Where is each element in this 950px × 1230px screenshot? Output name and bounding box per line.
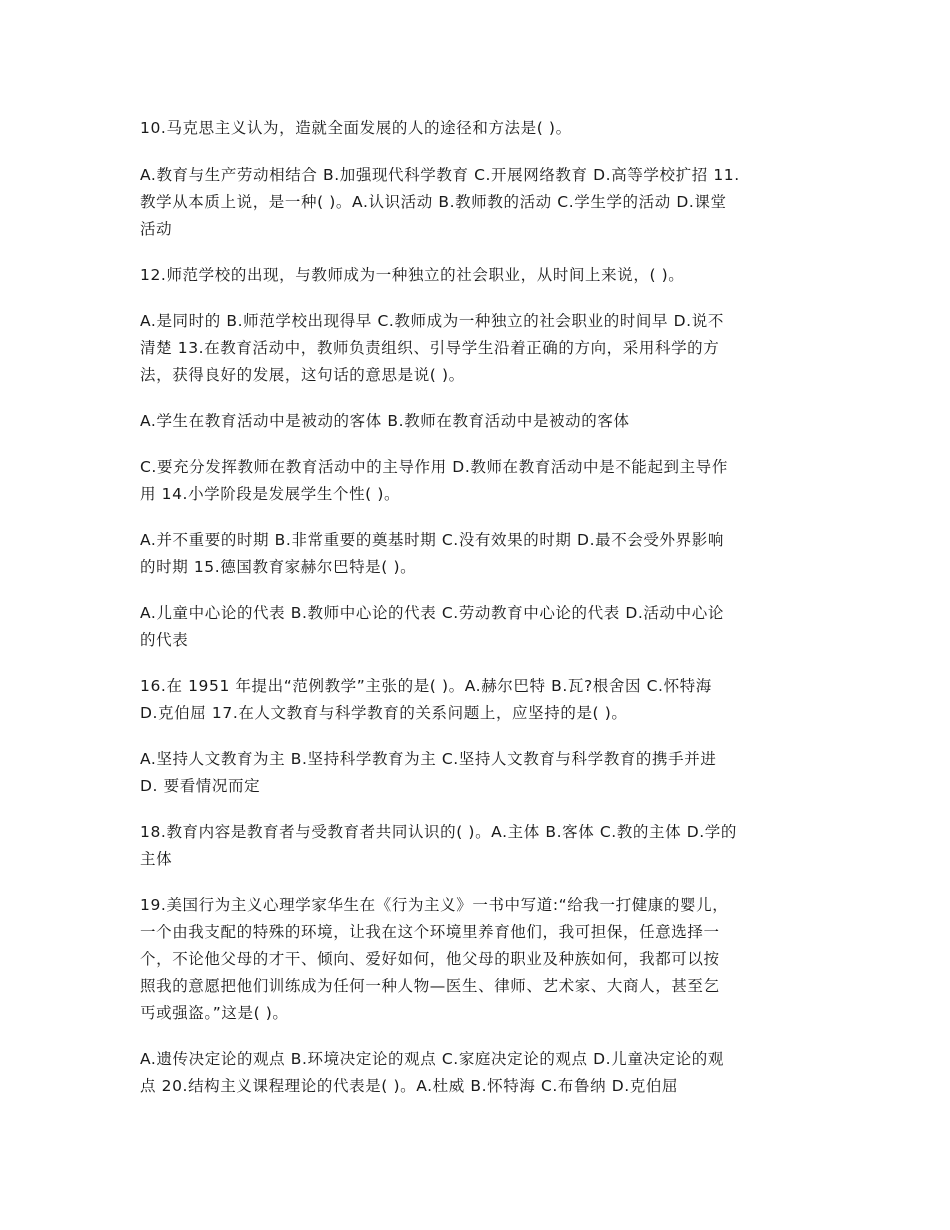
text-line: A.儿童中心论的代表 B.教师中心论的代表 C.劳动教育中心论的代表 D.活动中心论 — [140, 604, 724, 622]
text-line: A.是同时的 B.师范学校出现得早 C.教师成为一种独立的社会职业的时间早 D.说不 — [140, 312, 724, 330]
text-line: 一个由我支配的特殊的环境，让我在这个环境里养育他们，我可担保，任意选择一 — [140, 923, 720, 941]
question-12-options-question-13 — [140, 308, 820, 389]
text-line: 10.马克思主义认为，造就全面发展的人的途径和方法是( )。 — [140, 119, 572, 137]
question-14-options-question-15 — [140, 527, 820, 581]
question-12 — [140, 262, 820, 289]
question-15-options — [140, 600, 820, 654]
text-line: 法，获得良好的发展，这句话的意思是说( )。 — [140, 366, 465, 384]
text-line: A.学生在教育活动中是被动的客体 B.教师在教育活动中是被动的客体 — [140, 412, 630, 430]
text-line: 12.师范学校的出现，与教师成为一种独立的社会职业，从时间上来说，( )。 — [140, 266, 685, 284]
text-line: A.并不重要的时期 B.非常重要的奠基时期 C.没有效果的时期 D.最不会受外界影响 — [140, 531, 724, 549]
text-line: 的代表 — [140, 631, 189, 649]
text-line: A.坚持人文教育为主 B.坚持科学教育为主 C.坚持人文教育与科学教育的携手并进 — [140, 750, 717, 768]
text-line: D.克伯屈 17.在人文教育与科学教育的关系问题上，应坚持的是( )。 — [140, 704, 628, 722]
text-line: C.要充分发挥教师在教育活动中的主导作用 D.教师在教育活动中是不能起到主导作 — [140, 458, 728, 476]
question-13-options-a-b — [140, 408, 820, 435]
text-line: 主体 — [140, 850, 173, 868]
text-line: 活动 — [140, 220, 173, 238]
text-line: 用 14.小学阶段是发展学生个性( )。 — [140, 485, 401, 503]
text-line: 个，不论他父母的才干、倾向、爱好如何，他父母的职业及种族如何，我都可以按 — [140, 950, 720, 968]
text-line: 的时期 15.德国教育家赫尔巴特是( )。 — [140, 558, 417, 576]
text-line: 18.教育内容是教育者与受教育者共同认识的( )。A.主体 B.客体 C.教的主体 D.学的 — [140, 823, 737, 841]
text-line: D. 要看情况而定 — [140, 777, 261, 795]
question-17-options — [140, 746, 820, 800]
text-line: 照我的意愿把他们训练成为任何一种人物—医生、律师、艺术家、大商人，甚至乞 — [140, 977, 720, 995]
text-line: 点 20.结构主义课程理论的代表是( )。A.杜威 B.怀特海 C.布鲁纳 D.克伯屈 — [140, 1077, 679, 1095]
question-18 — [140, 819, 820, 873]
text-line: 16.在 1951 年提出“范例教学”主张的是( )。A.赫尔巴特 B.瓦?根舍因 C.怀特海 — [140, 677, 712, 695]
text-line: 清楚 13.在教育活动中，教师负责组织、引导学生沿着正确的方向，采用科学的方 — [140, 339, 720, 357]
question-16-question-17 — [140, 673, 820, 727]
text-line: 丐或强盗。”这是( )。 — [140, 1004, 289, 1022]
text-line: A.教育与生产劳动相结合 B.加强现代科学教育 C.开展网络教育 D.高等学校扩招 11. — [140, 166, 740, 184]
question-19-options-question-20 — [140, 1046, 820, 1100]
question-10 — [140, 115, 820, 142]
text-line: 19.美国行为主义心理学家华生在《行为主义》一书中写道:“给我一打健康的婴儿， — [140, 896, 729, 914]
question-10-options-question-11 — [140, 162, 820, 243]
text-line: 教学从本质上说，是一种( )。A.认识活动 B.教师教的活动 C.学生学的活动 D.课堂 — [140, 193, 727, 211]
question-19 — [140, 892, 820, 1027]
question-13-options-c-d-question-14 — [140, 454, 820, 508]
text-line: A.遗传决定论的观点 B.环境决定论的观点 C.家庭决定论的观点 D.儿童决定论的观 — [140, 1050, 724, 1068]
